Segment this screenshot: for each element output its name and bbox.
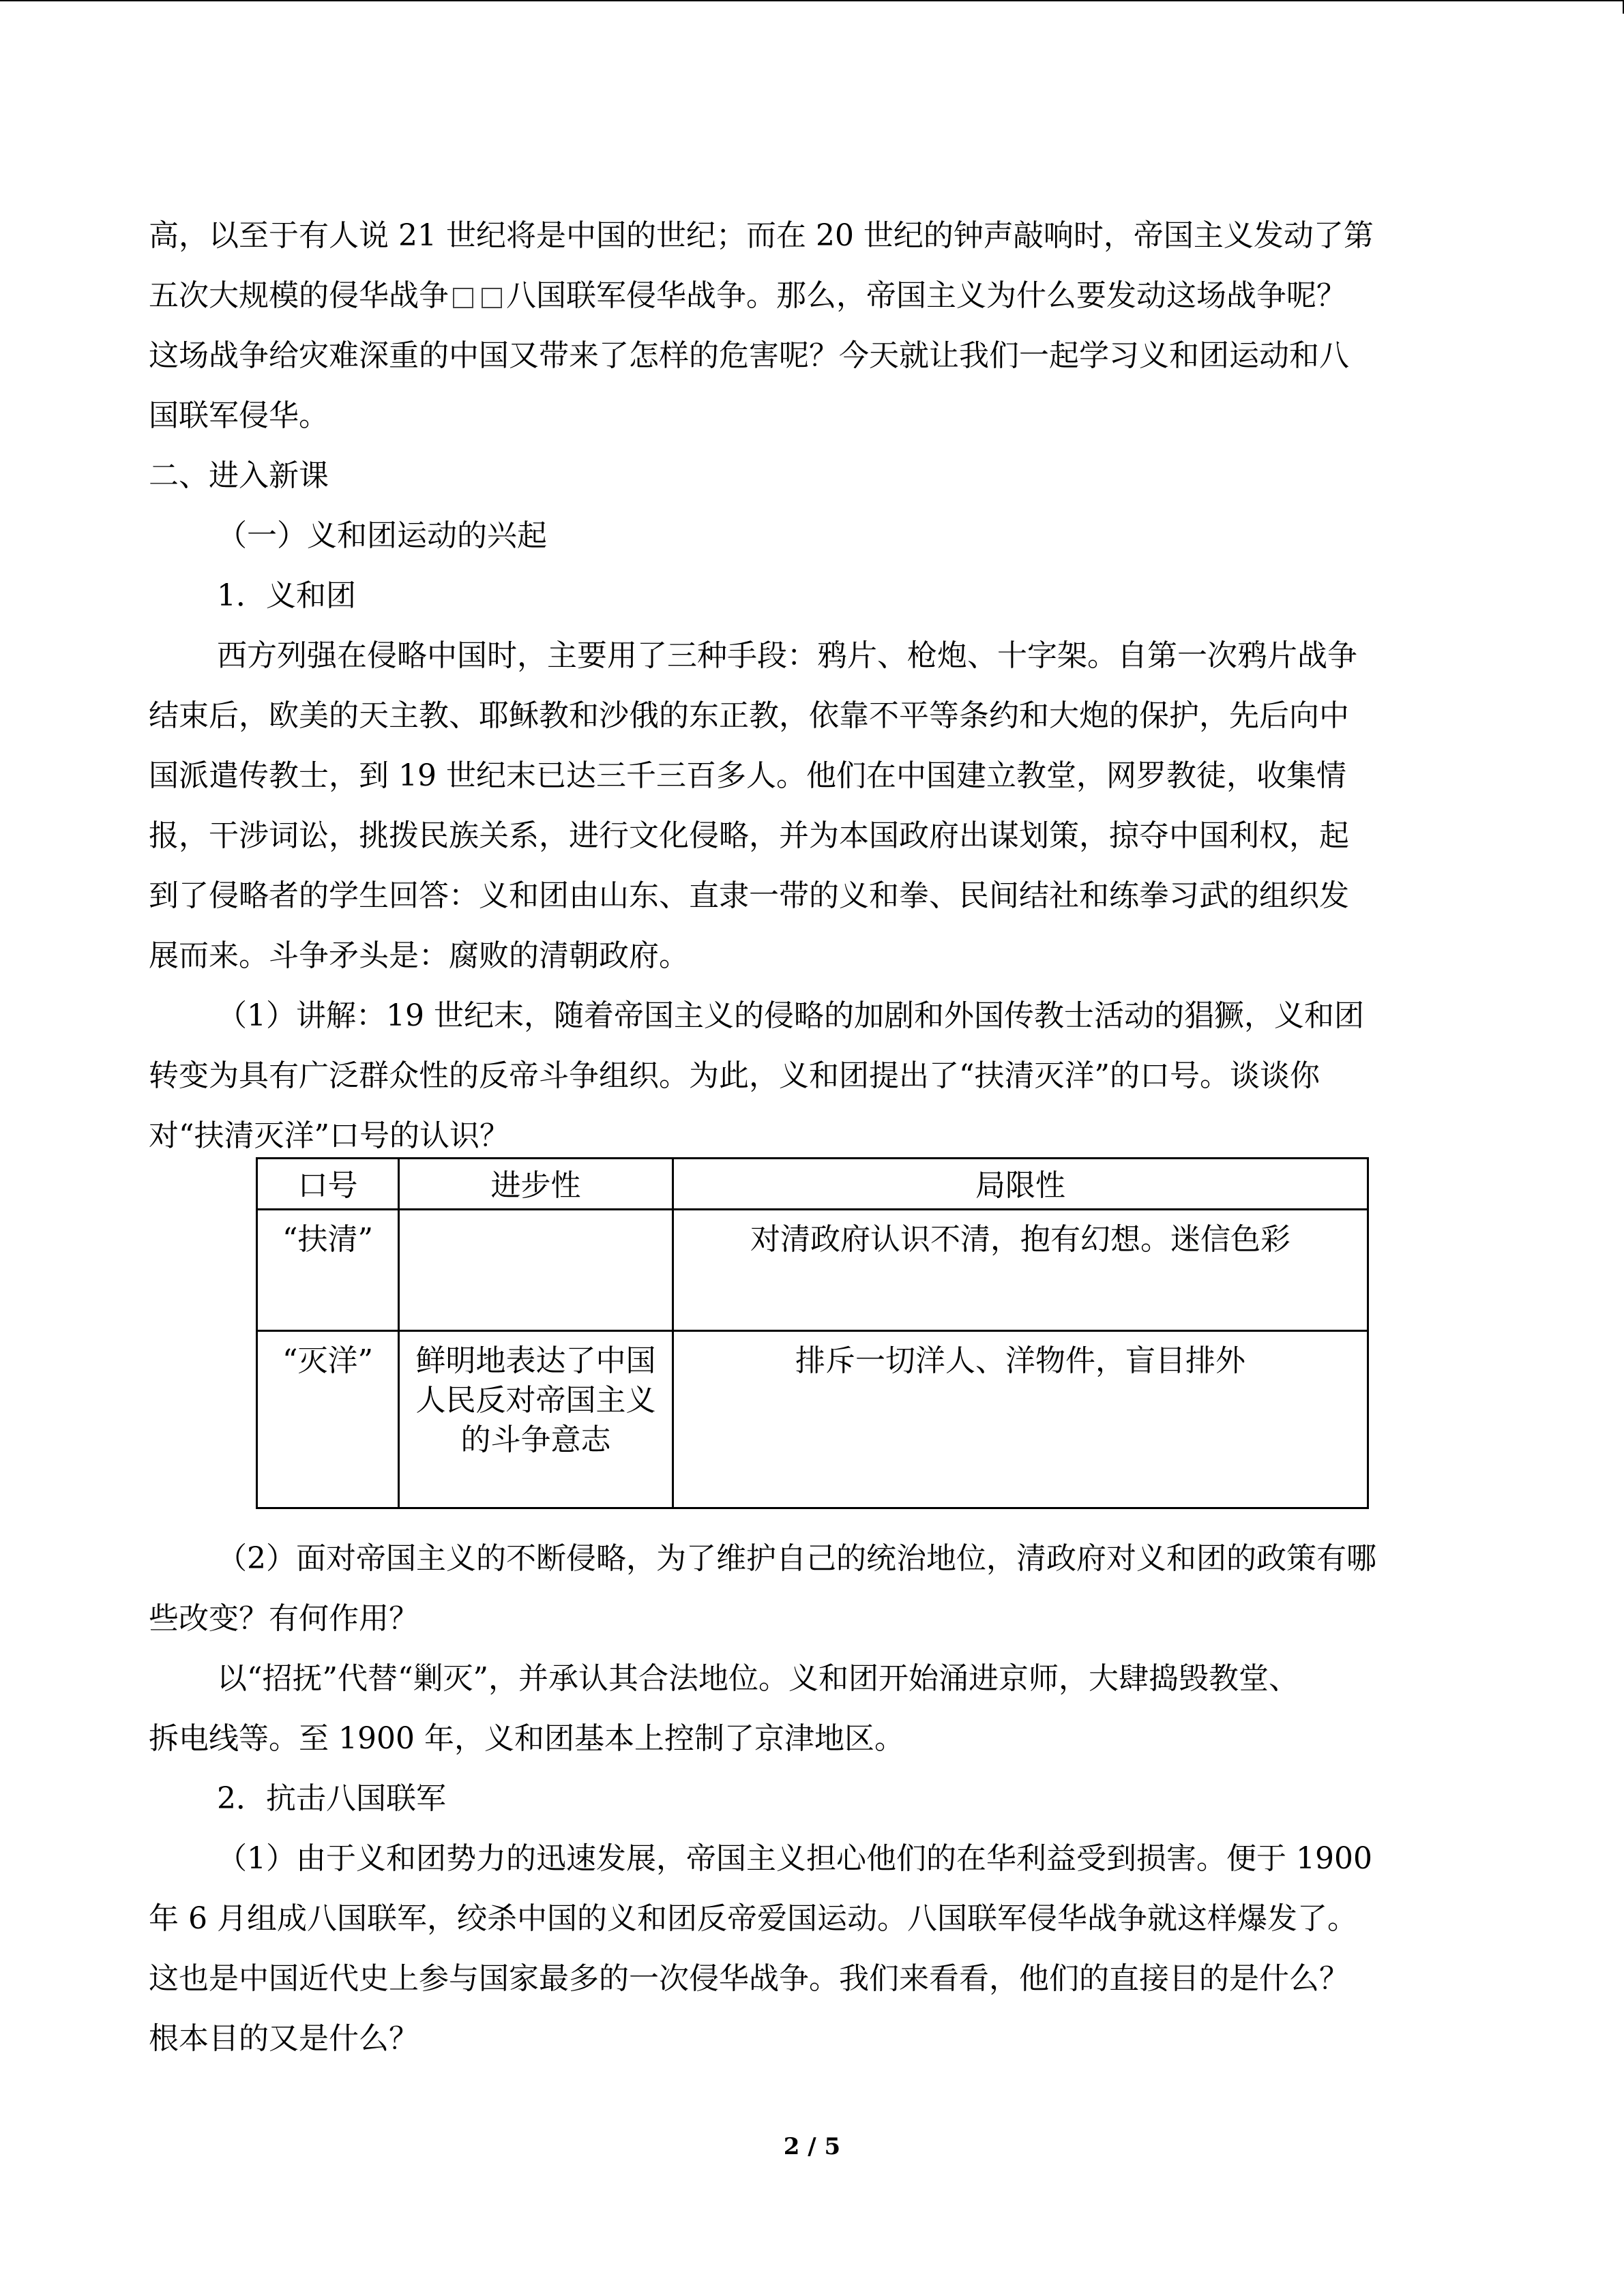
text-line: 结束后，欧美的天主教、耶稣教和沙俄的东正教，依靠不平等条约和大炮的保护，先后向中: [149, 698, 1349, 733]
text-line: 国派遣传教士，到 19 世纪末已达三千三百多人。他们在中国建立教堂，网罗教徒，收集情: [149, 758, 1346, 793]
table-header-cell: 进步性: [399, 1159, 673, 1210]
text-line: 高，以至于有人说 21 世纪将是中国的世纪；而在 20 世纪的钟声敲响时，帝国主义发动了第: [149, 218, 1374, 253]
section-heading: 二、进入新课: [149, 458, 329, 493]
limitation-cell: 排斥一切洋人、洋物件，盲目排外: [673, 1331, 1368, 1508]
text-fragment: 五次大规模的侵华战争: [149, 278, 449, 313]
missing-glyph-box: [453, 288, 473, 308]
progress-cell: [399, 1210, 673, 1331]
text-line: [149, 275, 1346, 316]
subsection-heading: 2．抗击八国联军: [217, 1781, 446, 1816]
progress-cell: 鲜明地表达了中国人民反对帝国主义的斗争意志: [399, 1331, 673, 1508]
table-header-cell: 口号: [257, 1159, 399, 1210]
text-line: 转变为具有广泛群众性的反帝斗争组织。为此，义和团提出了“扶清灭洋”的口号。谈谈你: [149, 1058, 1320, 1093]
table-row: [257, 1210, 1368, 1331]
text-line: 些改变？有何作用？: [149, 1601, 419, 1636]
table-row: [257, 1331, 1368, 1508]
slogan-analysis-table: [256, 1157, 1369, 1509]
text-line: 年 6 月组成八国联军，绞杀中国的义和团反帝爱国运动。八国联军侵华战争就这样爆发了。: [149, 1901, 1357, 1936]
subsection-heading: 1．义和团: [217, 578, 356, 613]
subsection-heading: （一）义和团运动的兴起: [217, 518, 547, 553]
text-line: 报，干涉词讼，挑拨民族关系，进行文化侵略，并为本国政府出谋划策，掠夺中国利权，起: [149, 818, 1349, 853]
page-top-border: [0, 0, 1624, 1]
text-line: 以“招抚”代替“剿灭”，并承认其合法地位。义和团开始涌进京师，大肆捣毁教堂、: [217, 1661, 1299, 1696]
text-fragment: 八国联军侵华战争。那么，帝国主义为什么要发动这场战争呢？: [506, 278, 1346, 313]
text-line: 这也是中国近代史上参与国家最多的一次侵华战争。我们来看看，他们的直接目的是什么？: [149, 1961, 1349, 1996]
text-line: （2）面对帝国主义的不断侵略，为了维护自己的统治地位，清政府对义和团的政策有哪: [217, 1541, 1376, 1576]
text-line: 到了侵略者的学生回答：义和团由山东、直隶一带的义和拳、民间结社和练拳习武的组织发: [149, 878, 1349, 913]
slogan-cell: “灭洋”: [257, 1331, 399, 1508]
table-header-cell: 局限性: [673, 1159, 1368, 1210]
text-line: 西方列强在侵略中国时，主要用了三种手段：鸦片、枪炮、十字架。自第一次鸦片战争: [217, 638, 1357, 673]
text-line: 展而来。斗争矛头是：腐败的清朝政府。: [149, 938, 689, 973]
slogan-cell: “扶清”: [257, 1210, 399, 1331]
page-number: 2 / 5: [783, 2133, 841, 2160]
text-line: （1）讲解：19 世纪末，随着帝国主义的侵略的加剧和外国传教士活动的猖獗，义和团: [217, 998, 1364, 1033]
text-line: 对“扶清灭洋”口号的认识？: [149, 1118, 510, 1153]
text-line: 国联军侵华。: [149, 398, 329, 433]
text-line: 拆电线等。至 1900 年，义和团基本上控制了京津地区。: [149, 1721, 904, 1756]
limitation-cell: 对清政府认识不清，抱有幻想。迷信色彩: [673, 1210, 1368, 1331]
text-line: 根本目的又是什么？: [149, 2021, 419, 2056]
text-line: 这场战争给灾难深重的中国又带来了怎样的危害呢？今天就让我们一起学习义和团运动和八: [149, 338, 1349, 373]
text-line: （1）由于义和团势力的迅速发展，帝国主义担心他们的在华利益受到损害。便于 1900: [217, 1841, 1372, 1876]
table-header-row: [257, 1159, 1368, 1210]
missing-glyph-box: [482, 288, 502, 308]
